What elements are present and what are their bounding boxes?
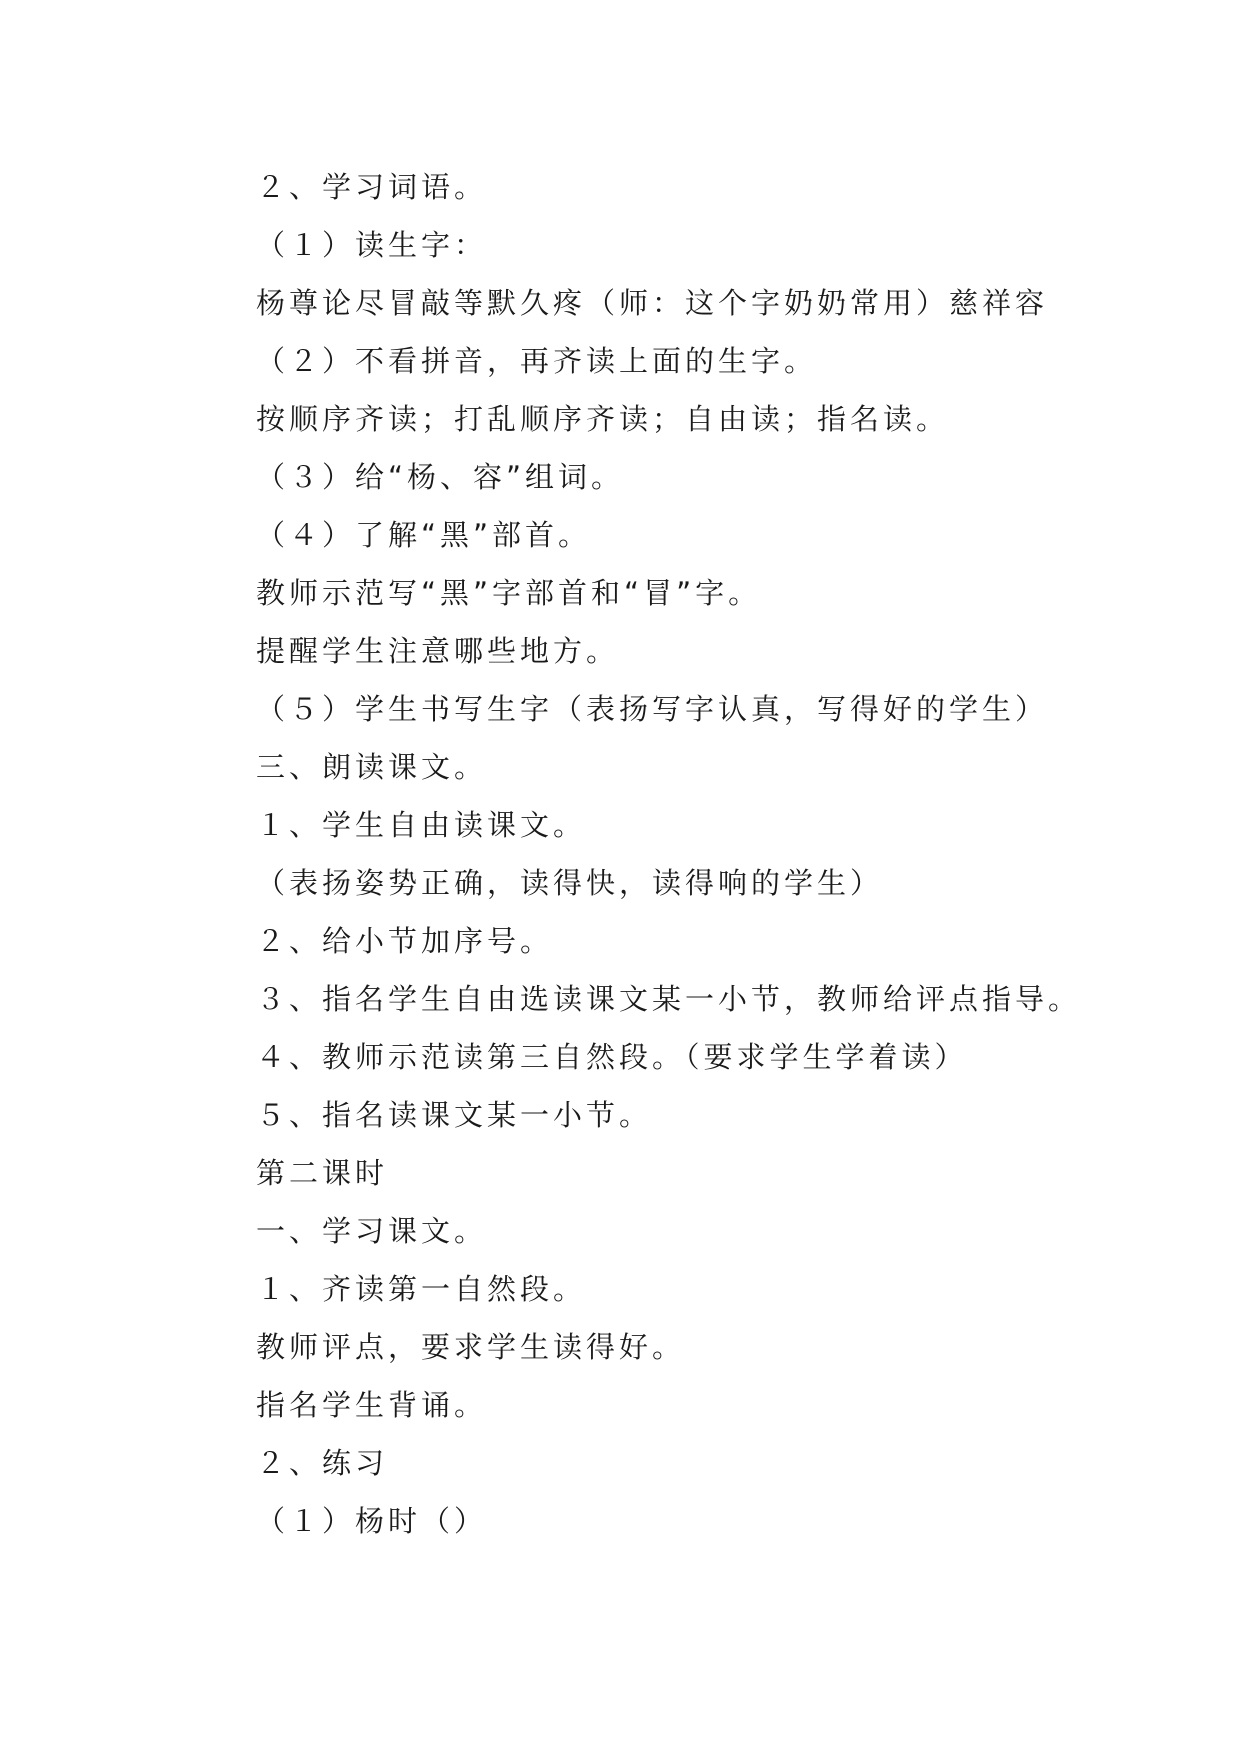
- text-line: １、学生自由读课文。: [256, 808, 587, 842]
- text-line: ４、教师示范读第三自然段。（要求学生学着读）: [256, 1040, 968, 1074]
- text-line: 按顺序齐读；打乱顺序齐读；自由读；指名读。: [256, 402, 950, 436]
- text-line: ２、练习: [256, 1446, 389, 1480]
- text-line: （１）读生字：: [256, 228, 488, 262]
- document-body: [256, 158, 1156, 1550]
- section-heading: 一、学习课文。: [256, 1214, 488, 1248]
- text-line: ５、指名读课文某一小节。: [256, 1098, 653, 1132]
- text-line: （表扬姿势正确，读得快，读得响的学生）: [256, 866, 884, 900]
- text-line: ３、指名学生自由选读课文某一小节，教师给评点指导。: [256, 982, 1082, 1016]
- section-heading: 三、朗读课文。: [256, 750, 488, 784]
- text-line: 杨尊论尽冒敲等默久疼（师：这个字奶奶常用）慈祥容: [256, 286, 1049, 320]
- text-line: （２）不看拼音，再齐读上面的生字。: [256, 344, 818, 378]
- text-line: ２、给小节加序号。: [256, 924, 554, 958]
- text-line: １、齐读第一自然段。: [256, 1272, 587, 1306]
- text-line: 指名学生背诵。: [256, 1388, 488, 1422]
- text-line: （５）学生书写生字（表扬写字认真，写得好的学生）: [256, 692, 1049, 726]
- text-line: ２、学习词语。: [256, 170, 488, 204]
- text-line: 教师评点，要求学生读得好。: [256, 1330, 686, 1364]
- text-line: （３）给“杨、容”组词。: [256, 460, 625, 494]
- text-line: （４）了解“黑”部首。: [256, 518, 592, 552]
- text-line: 提醒学生注意哪些地方。: [256, 634, 620, 668]
- text-line: 教师示范写“黑”字部首和“冒”字。: [256, 576, 762, 610]
- text-line: （１）杨时（）: [256, 1504, 488, 1538]
- lesson-heading: 第二课时: [256, 1156, 389, 1190]
